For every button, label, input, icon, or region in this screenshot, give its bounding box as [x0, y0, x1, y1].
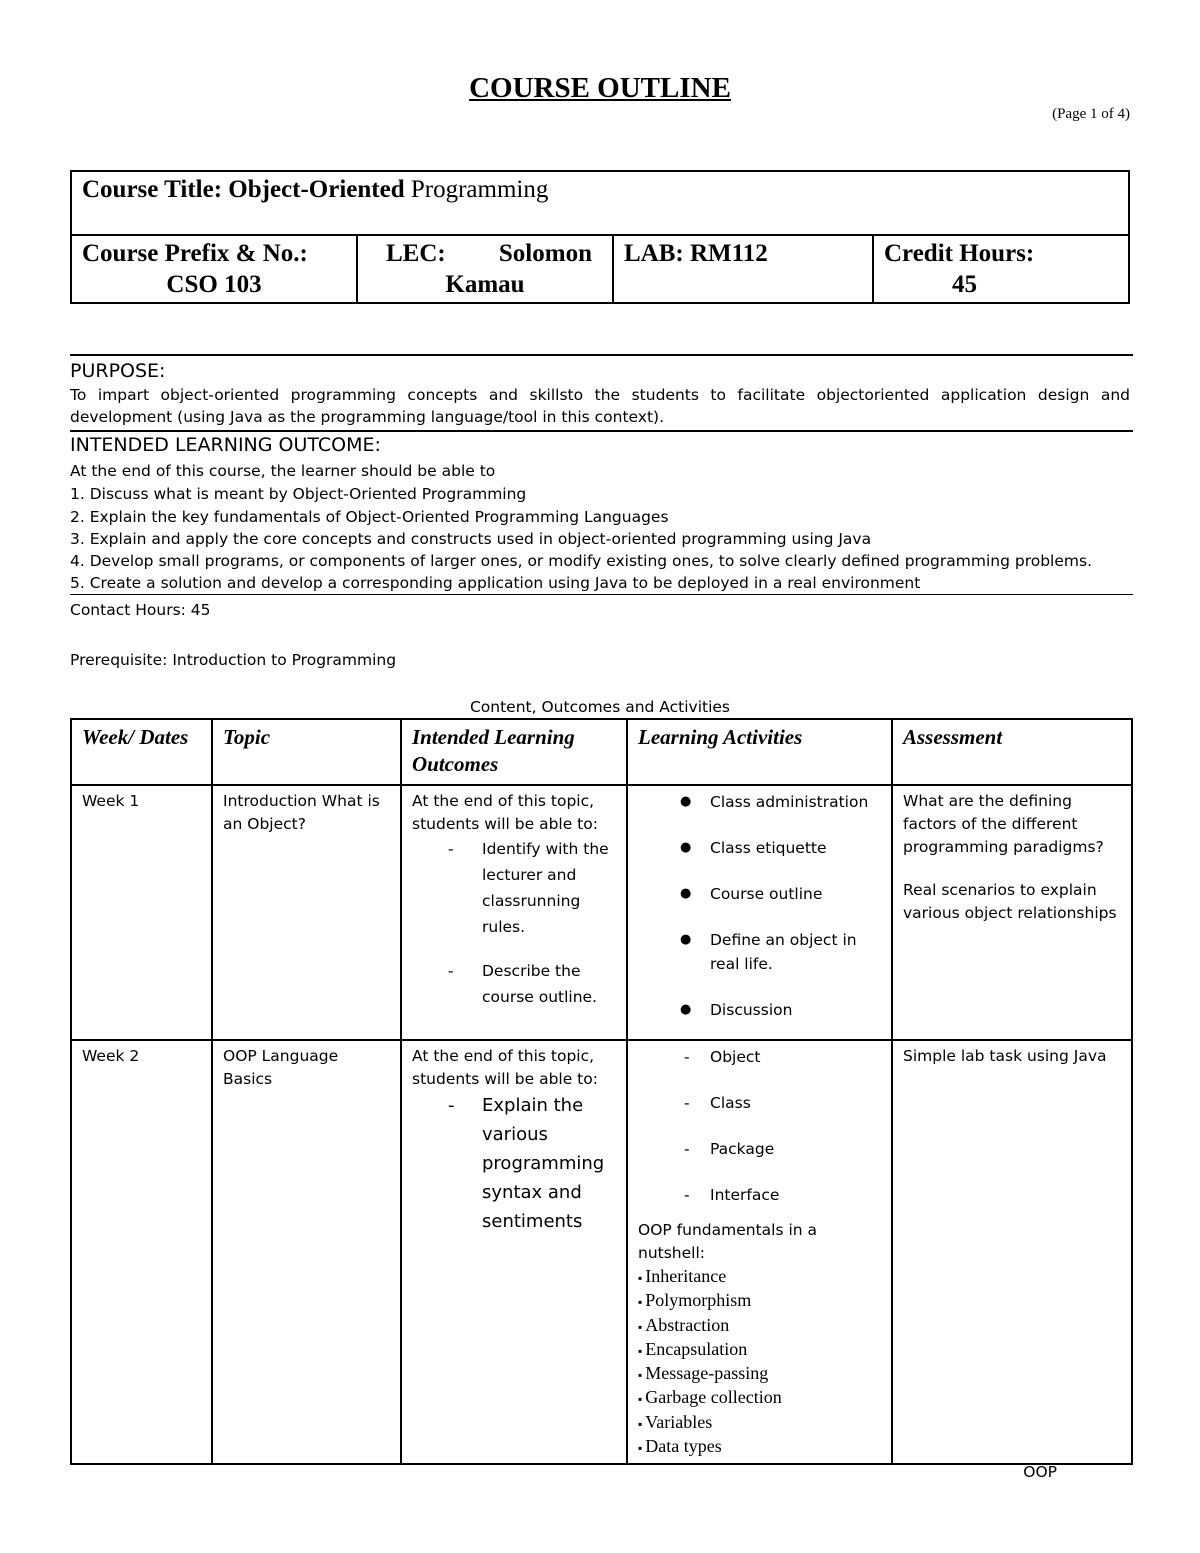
list-item: ▪ Garbage collection [638, 1386, 881, 1410]
outcomes-list [412, 836, 616, 1010]
course-header-table [70, 170, 1130, 304]
week-cell: Week 2 [71, 1040, 212, 1464]
outcome-item-3: 3. Explain and apply the core concepts and constructs used in object-oriented programming using Java [70, 530, 872, 548]
outcomes-cell [401, 1040, 627, 1464]
header-topic: Topic [212, 719, 401, 785]
outcomes-intro-text: At the end of this topic, students will be able to: [412, 792, 598, 833]
list-item: ● Class administration [638, 790, 881, 814]
list-item: - Class [638, 1091, 881, 1115]
list-item: ● Discussion [638, 998, 881, 1022]
lecturer-label: LEC: [386, 240, 446, 267]
outcomes-list [412, 1091, 616, 1236]
table-header-row [71, 719, 1132, 785]
list-item: ▪ Encapsulation [638, 1338, 881, 1362]
outcome-item-2: 2. Explain the key fundamentals of Object-Oriented Programming Languages [70, 508, 669, 526]
topic-cell: OOP Language Basics [212, 1040, 401, 1464]
table-row [71, 785, 1132, 1040]
list-item: ▪ Polymorphism [638, 1289, 881, 1313]
outcome-item-5: 5. Create a solution and develop a corresponding application using Java to be deployed in a real environment [70, 574, 921, 592]
list-item: ● Define an object in real life. [638, 928, 881, 976]
outcomes-bottom-rule [70, 594, 1133, 595]
course-title-cell [71, 171, 1129, 235]
list-item: - Object [638, 1045, 881, 1069]
page-indicator: (Page 1 of 4) [1052, 106, 1130, 122]
credit-hours-cell [873, 235, 1129, 303]
assessment-text: Simple lab task using Java [903, 1047, 1107, 1065]
header-assessment: Assessment [892, 719, 1132, 785]
outcomes-cell [401, 785, 627, 1040]
outcomes-heading: INTENDED LEARNING OUTCOME: [70, 434, 381, 456]
fundamentals-list [638, 1265, 881, 1459]
list-item: ● Class etiquette [638, 836, 881, 860]
lecturer-last-name: Kamau [445, 271, 525, 298]
list-item: - Explain the various programming syntax and sentiments [412, 1091, 616, 1236]
course-prefix-value: CSO 103 [166, 271, 262, 298]
activities-cell [627, 785, 892, 1040]
list-item: - Interface [638, 1183, 881, 1207]
list-item: ▪ Message-passing [638, 1362, 881, 1386]
contact-hours: Contact Hours: 45 [70, 601, 211, 619]
fundamentals-heading: OOP fundamentals in a nutshell: [638, 1221, 818, 1262]
table-row [71, 1040, 1132, 1464]
lecturer-first-name: Solomon [498, 240, 592, 267]
assessment-text: Real scenarios to explain various object relationships [903, 881, 1117, 922]
assessment-cell [892, 785, 1132, 1040]
prerequisite: Prerequisite: Introduction to Programming [70, 651, 397, 669]
lecturer-cell [357, 235, 613, 303]
course-prefix-label: Course Prefix & No.: [82, 240, 308, 267]
activities-cell [627, 1040, 892, 1464]
outcomes-top-rule [70, 430, 1133, 432]
outcome-item-1: 1. Discuss what is meant by Object-Oriented Programming [70, 485, 527, 503]
header-week: Week/ Dates [71, 719, 212, 785]
purpose-top-rule [70, 354, 1133, 356]
outcomes-intro-text: At the end of this topic, students will be able to: [412, 1047, 598, 1088]
document-title: COURSE OUTLINE [469, 72, 731, 104]
list-item: ▪ Data types [638, 1435, 881, 1459]
course-prefix-cell [71, 235, 357, 303]
list-item: - Describe the course outline. [412, 958, 616, 1010]
table-caption: Content, Outcomes and Activities [469, 698, 731, 716]
topic-cell: Introduction What is an Object? [212, 785, 401, 1040]
assessment-cell [892, 1040, 1132, 1464]
credit-hours-label: Credit Hours: [884, 240, 1035, 267]
footer-label: OOP [1023, 1463, 1057, 1481]
assessment-text: What are the defining factors of the different programming paradigms? [903, 792, 1104, 856]
course-title-label: Course Title: Object-Oriented [82, 176, 405, 203]
list-item: - Package [638, 1137, 881, 1161]
course-title-rest: Programming [404, 176, 549, 203]
list-item: ● Course outline [638, 882, 881, 906]
list-item: - Identify with the lecturer and classrunning rules. [412, 836, 616, 940]
lab-cell [613, 235, 873, 303]
list-item: ▪ Inheritance [638, 1265, 881, 1289]
credit-hours-value: 45 [952, 271, 977, 298]
outcomes-intro: At the end of this course, the learner should be able to [70, 462, 496, 480]
activities-list [638, 790, 881, 1022]
header-outcomes: Intended Learning Outcomes [401, 719, 627, 785]
list-item: ▪ Abstraction [638, 1314, 881, 1338]
list-item: ▪ Variables [638, 1411, 881, 1435]
purpose-text: To impart object-oriented programming concepts and skillsto the students to facilitate objectoriented application design and development (using Java as the programming language/tool in this context). [70, 386, 1130, 426]
purpose-heading: PURPOSE: [70, 360, 166, 382]
outcome-item-4: 4. Develop small programs, or components of larger ones, or modify existing ones, to solve clearly defined programming problems. [70, 552, 1092, 570]
content-table [70, 718, 1133, 1465]
lab-room: LAB: RM112 [624, 240, 768, 267]
week-cell: Week 1 [71, 785, 212, 1040]
activities-list [638, 1045, 881, 1207]
header-activities: Learning Activities [627, 719, 892, 785]
